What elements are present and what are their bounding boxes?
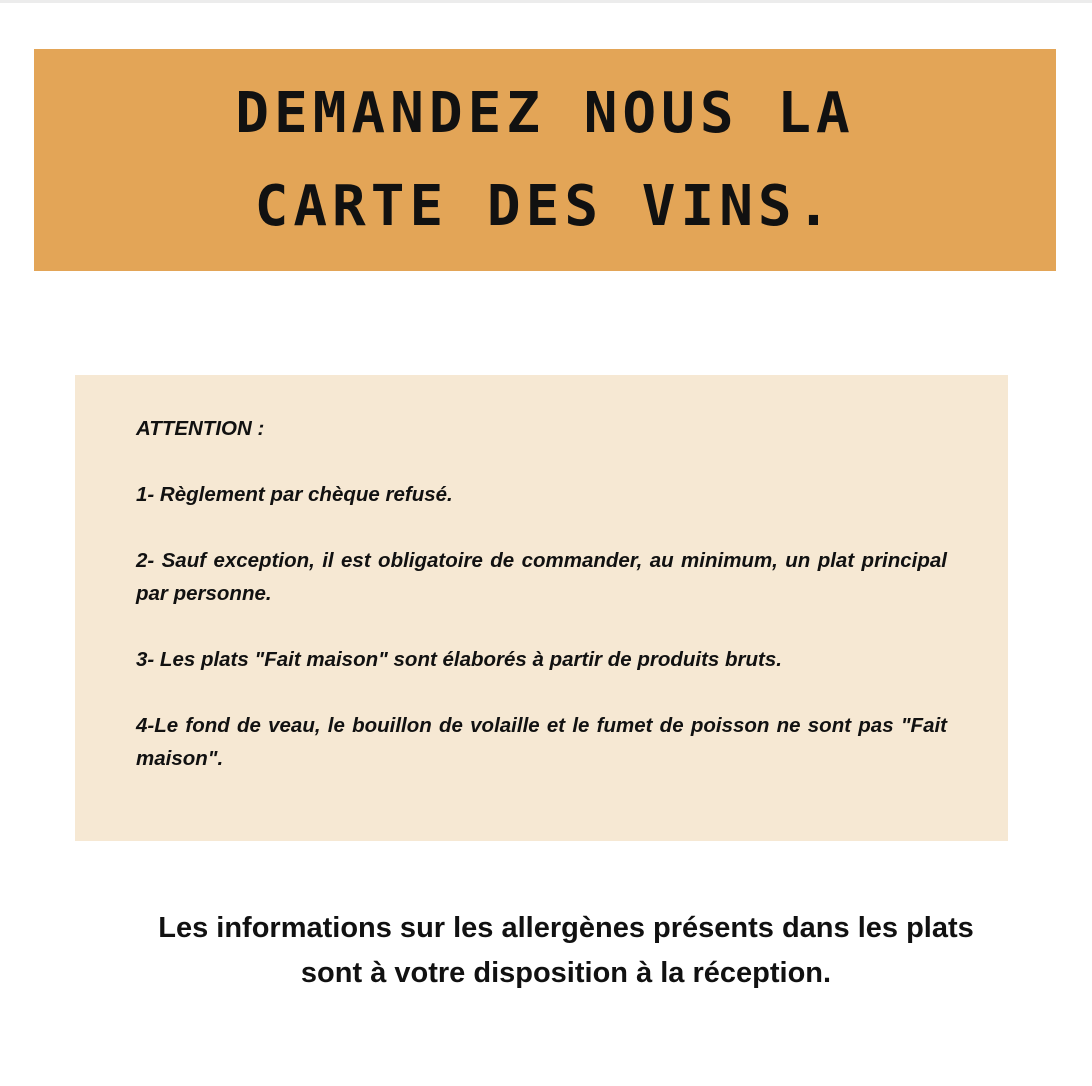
- notice-item-2: 2- Sauf exception, il est obligatoire de commander, au minimum, un plat principal par personne.: [136, 549, 947, 605]
- banner-title-line-1: DEMANDEZ NOUS LA: [235, 80, 855, 146]
- wine-list-banner: [34, 49, 1056, 271]
- attention-notice-box: [75, 375, 1008, 841]
- notice-heading: ATTENTION :: [136, 417, 265, 440]
- notice-item-3: 3- Les plats "Fait maison" sont élaborés à partir de produits bruts.: [136, 648, 782, 671]
- allergen-info-line-2: sont à votre disposition à la réception.: [300, 957, 832, 989]
- banner-title-line-2: CARTE DES VINS.: [254, 173, 836, 239]
- notice-item-1: 1- Règlement par chèque refusé.: [136, 483, 453, 506]
- notice-item-4: 4-Le fond de veau, le bouillon de volaille et le fumet de poisson ne sont pas "Fait maison".: [136, 714, 947, 770]
- top-divider: [0, 0, 1092, 3]
- allergen-info-line-1: Les informations sur les allergènes présents dans les plats: [158, 912, 974, 944]
- allergen-info-note: [40, 906, 1092, 996]
